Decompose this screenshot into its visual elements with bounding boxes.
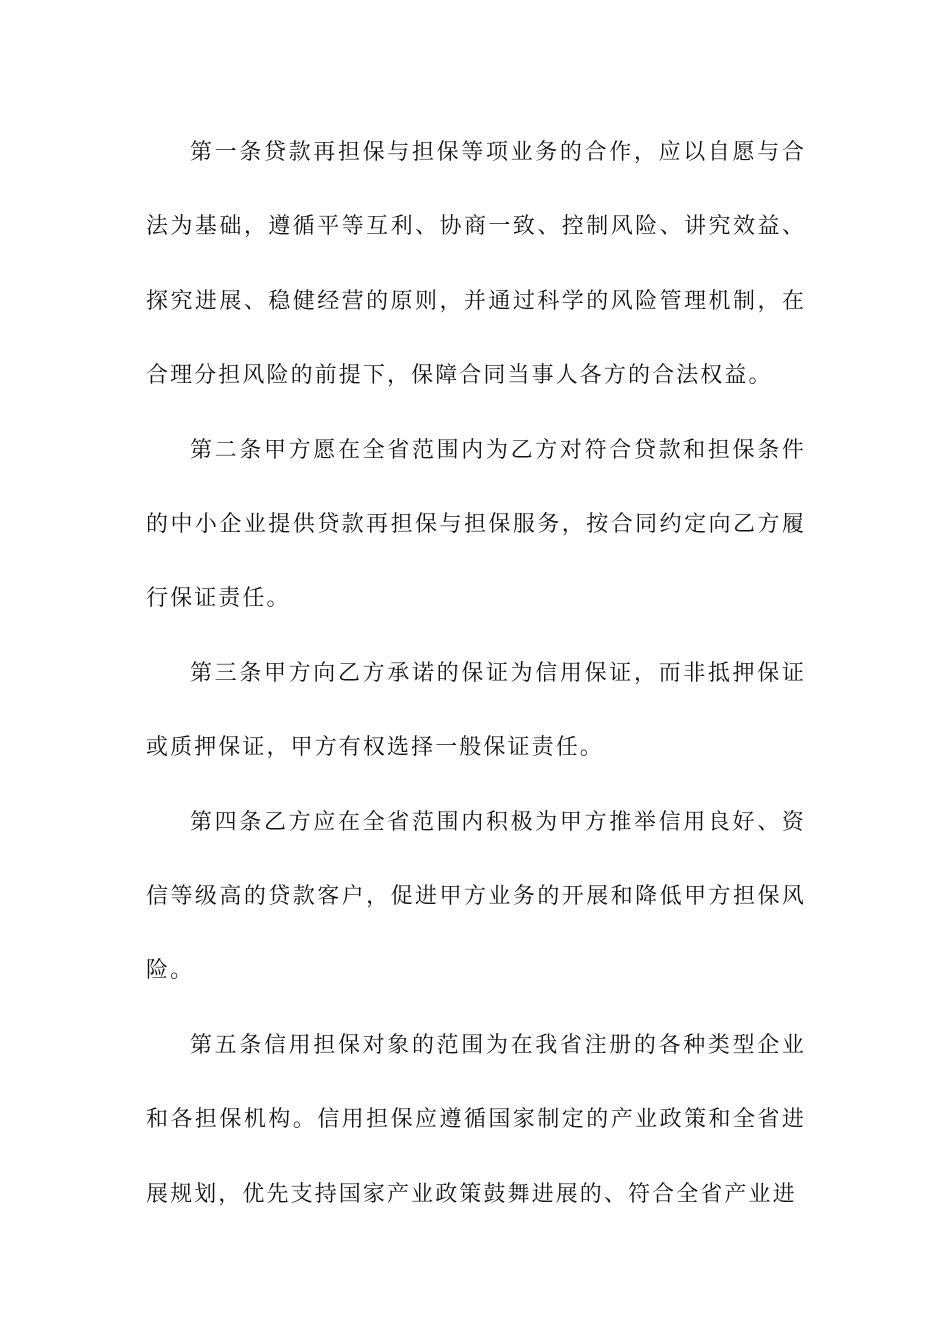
article-5-paragraph: 第五条信用担保对象的范围为在我省注册的各种类型企业和各担保机构。信用担保应遵循国家制定的产业政策和全省进展规划，优先支持国家产业政策鼓舞进展的、符合全省产业进 (146, 1032, 806, 1207)
article-4-paragraph: 第四条乙方应在全省范围内积极为甲方推举信用良好、资信等级高的贷款客户，促进甲方业务的开展和降低甲方担保风险。 (146, 809, 806, 984)
article-2-paragraph: 第二条甲方愿在全省范围内为乙方对符合贷款和担保条件的中小企业提供贷款再担保与担保服务，按合同约定向乙方履行保证责任。 (146, 437, 806, 612)
article-3-paragraph: 第三条甲方向乙方承诺的保证为信用保证，而非抵押保证或质押保证，甲方有权选择一般保证责任。 (146, 660, 806, 761)
article-1-paragraph: 第一条贷款再担保与担保等项业务的合作，应以自愿与合法为基础，遵循平等互利、协商一致、控制风险、讲究效益、探究进展、稳健经营的原则，并通过科学的风险管理机制，在合理分担风险的前提下，保障合同当事人各方的合法权益。 (146, 140, 806, 389)
document-body (146, 116, 806, 1232)
